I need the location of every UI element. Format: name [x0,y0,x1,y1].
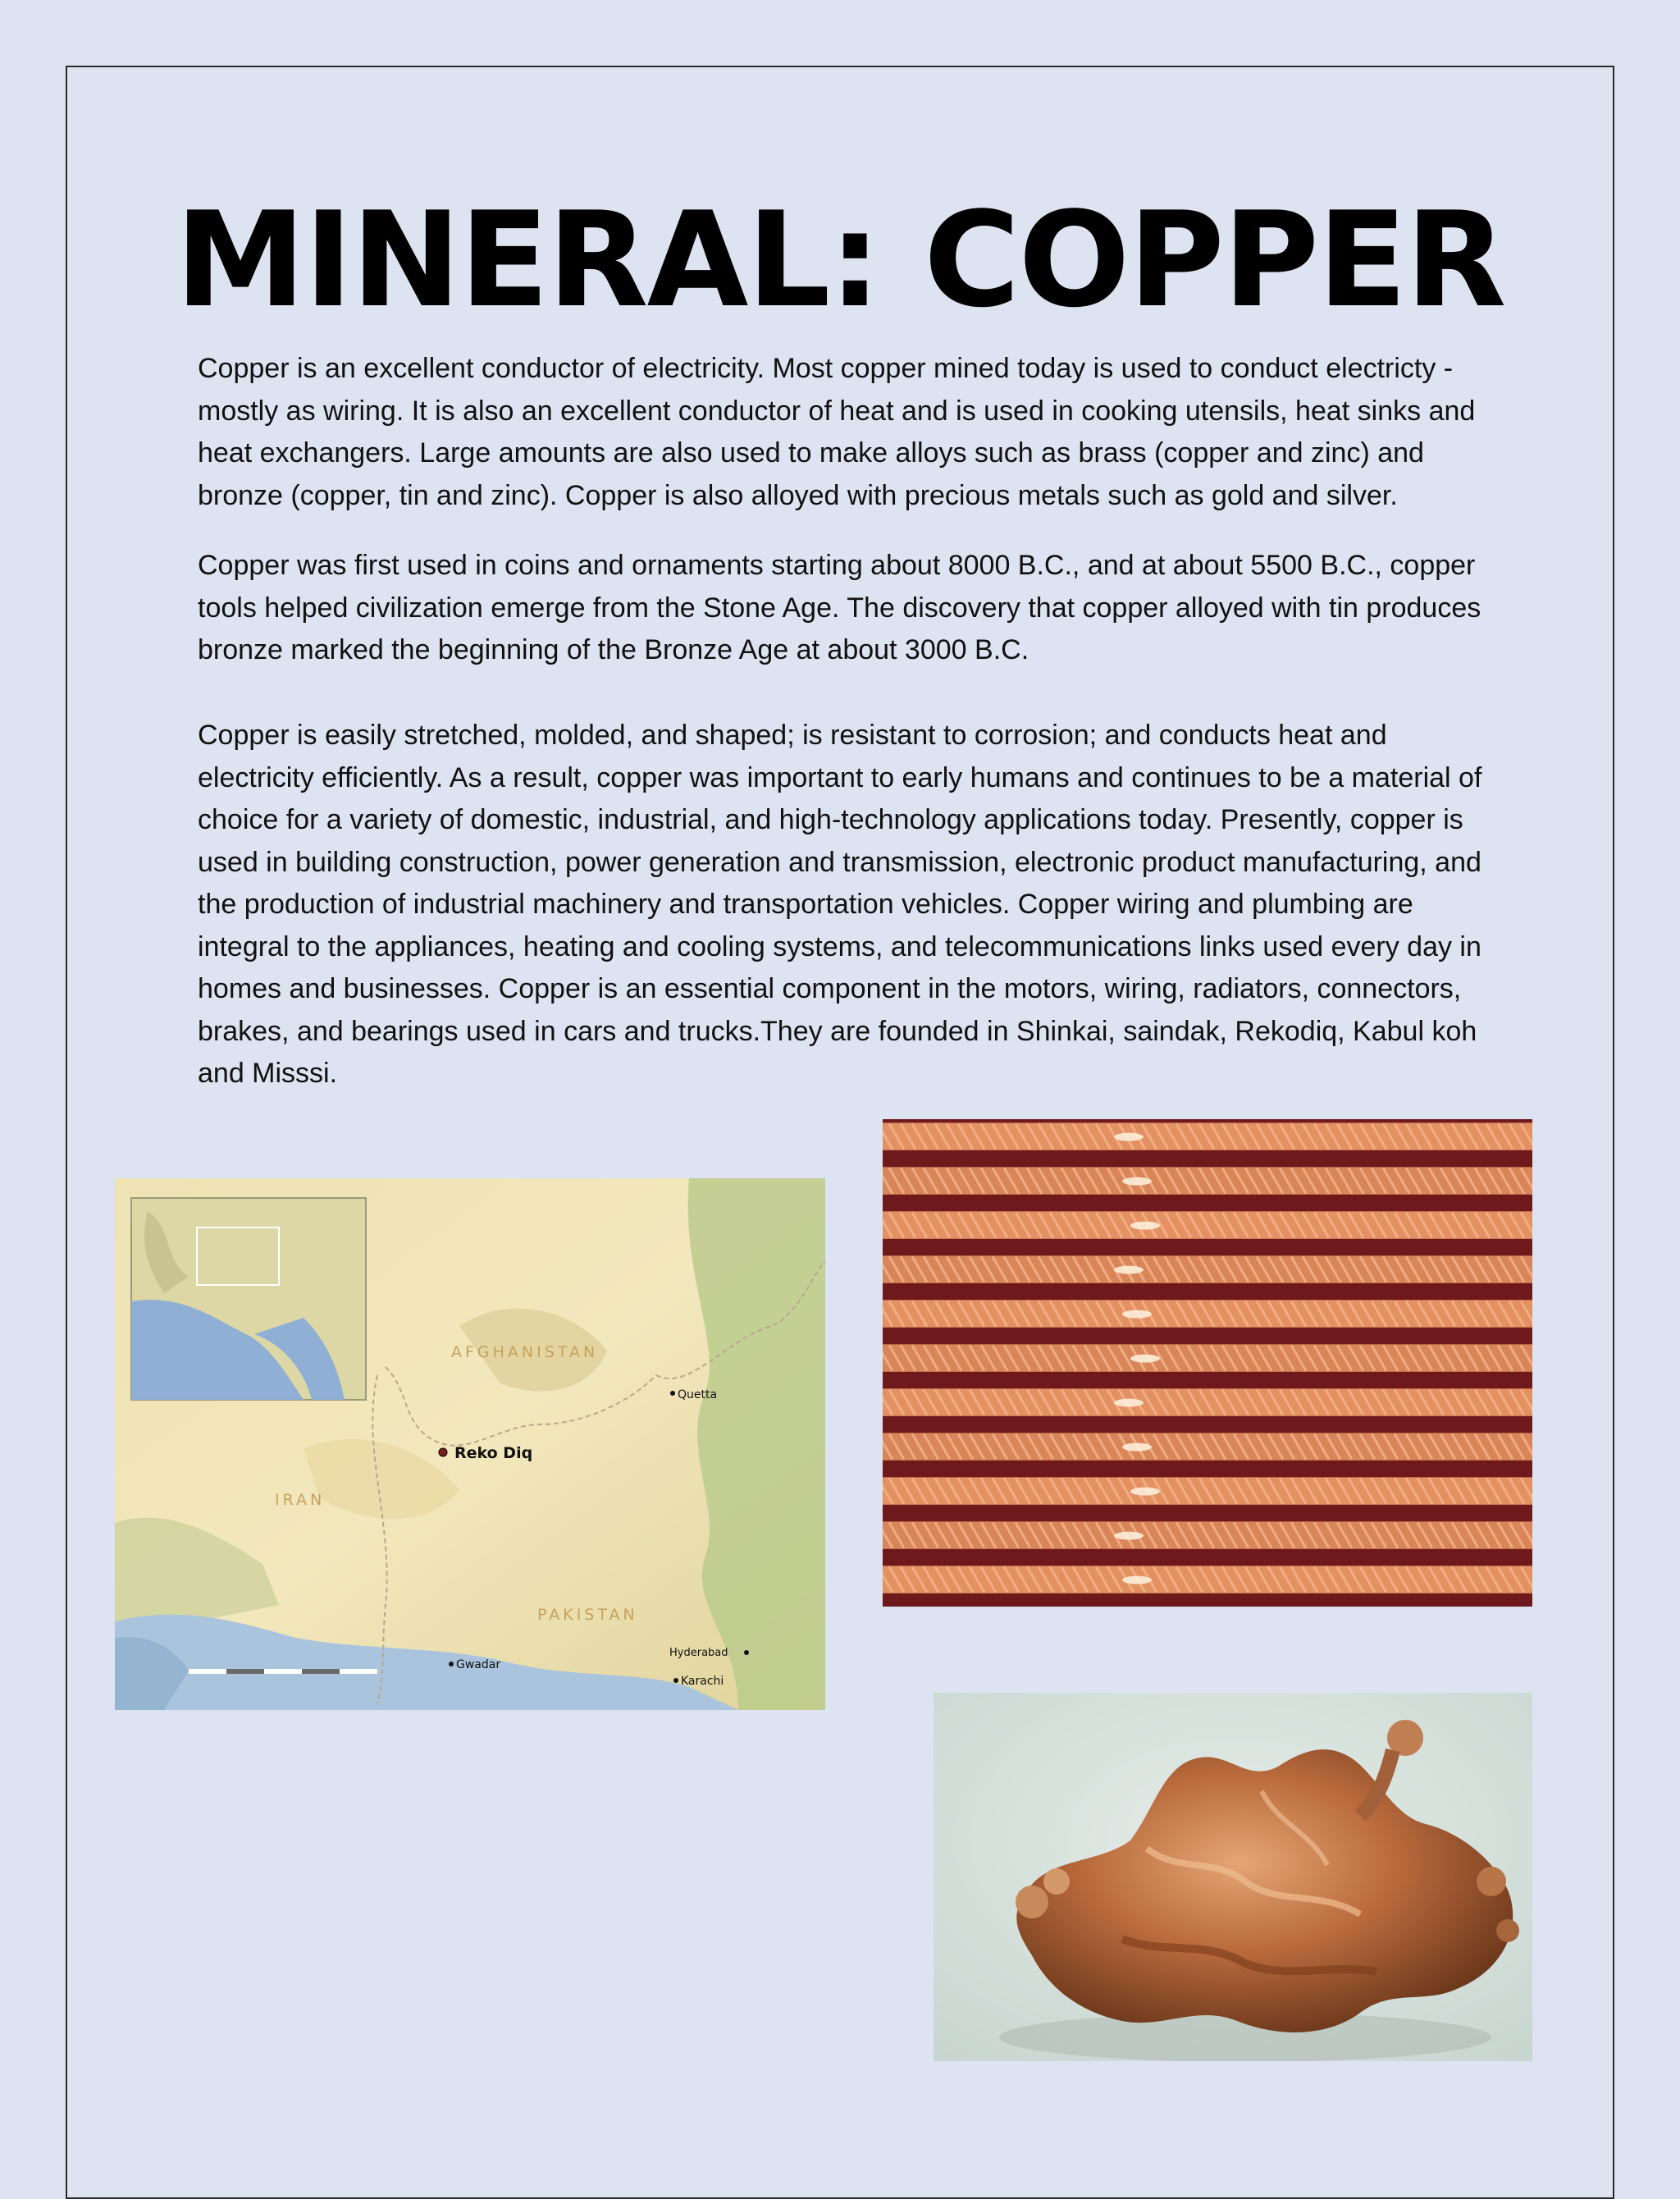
map-label-hyderabad: Hyderabad [669,1647,728,1659]
paragraph-text: Copper was first used in coins and ornaments starting about 8000 B.C., and at about 5500 B.C., copper tools helped civilization emerge from the Stone Age. The discovery that copper alloyed with tin produces bronze marked the beginning of the Bronze Age at about 3000 B.C. [198,550,1481,665]
map-label-afghanistan: AFGHANISTAN [451,1343,599,1361]
map-label-gwadar: Gwadar [456,1658,501,1671]
map-label-reko-diq: Reko Diq [454,1444,533,1462]
map-label-quetta: Quetta [678,1388,718,1401]
inset-map [131,1198,366,1400]
page-title: MINERAL: COPPER [175,183,1505,337]
paragraph-text: Copper is an excellent conductor of electricity. Most copper mined today is used to conduct electricty - mostly as wiring. It is also an excellent conductor of heat and is used in cooking utensils, heat sinks and heat exchangers. Large amounts are also used to make alloys such as brass (copper and zinc) and bronze (copper, tin and zinc). Copper is also alloyed with precious metals such as gold and silver. [198,353,1476,511]
scale-bar [189,1669,377,1674]
paragraph-text: Copper is easily stretched, molded, and shaped; is resistant to corrosion; and conducts heat and electricity efficiently. As a result, copper was important to early humans and continues to be a material of choice for a variety of domestic, industrial, and high-technology applications today. Presently, copper is used in building construction, power generation and transmission, electronic product manufacturing, and the production of industrial machinery and transportation vehicles. Copper wiring and plumbing are integral to the appliances, heating and cooling systems, and telecommunications links used every day in homes and businesses. Copper is an essential component in the motors, wiring, radiators, connectors, brakes, and bearings used in cars and trucks.They are founded in Shinkai, saindak, Rekodiq, Kabul koh and Misssi. [198,720,1482,1089]
map-label-iran: IRAN [275,1491,326,1509]
map-label-karachi: Karachi [681,1675,724,1688]
copper-wire-image [883,1119,1532,1607]
paragraph-uses [198,348,1494,517]
paragraph-properties [198,715,1494,1095]
map-label-pakistan: PAKISTAN [537,1606,638,1624]
reko-diq-map-image [115,1178,825,1710]
copper-nugget-image [934,1693,1532,2061]
paragraph-history [198,545,1494,672]
